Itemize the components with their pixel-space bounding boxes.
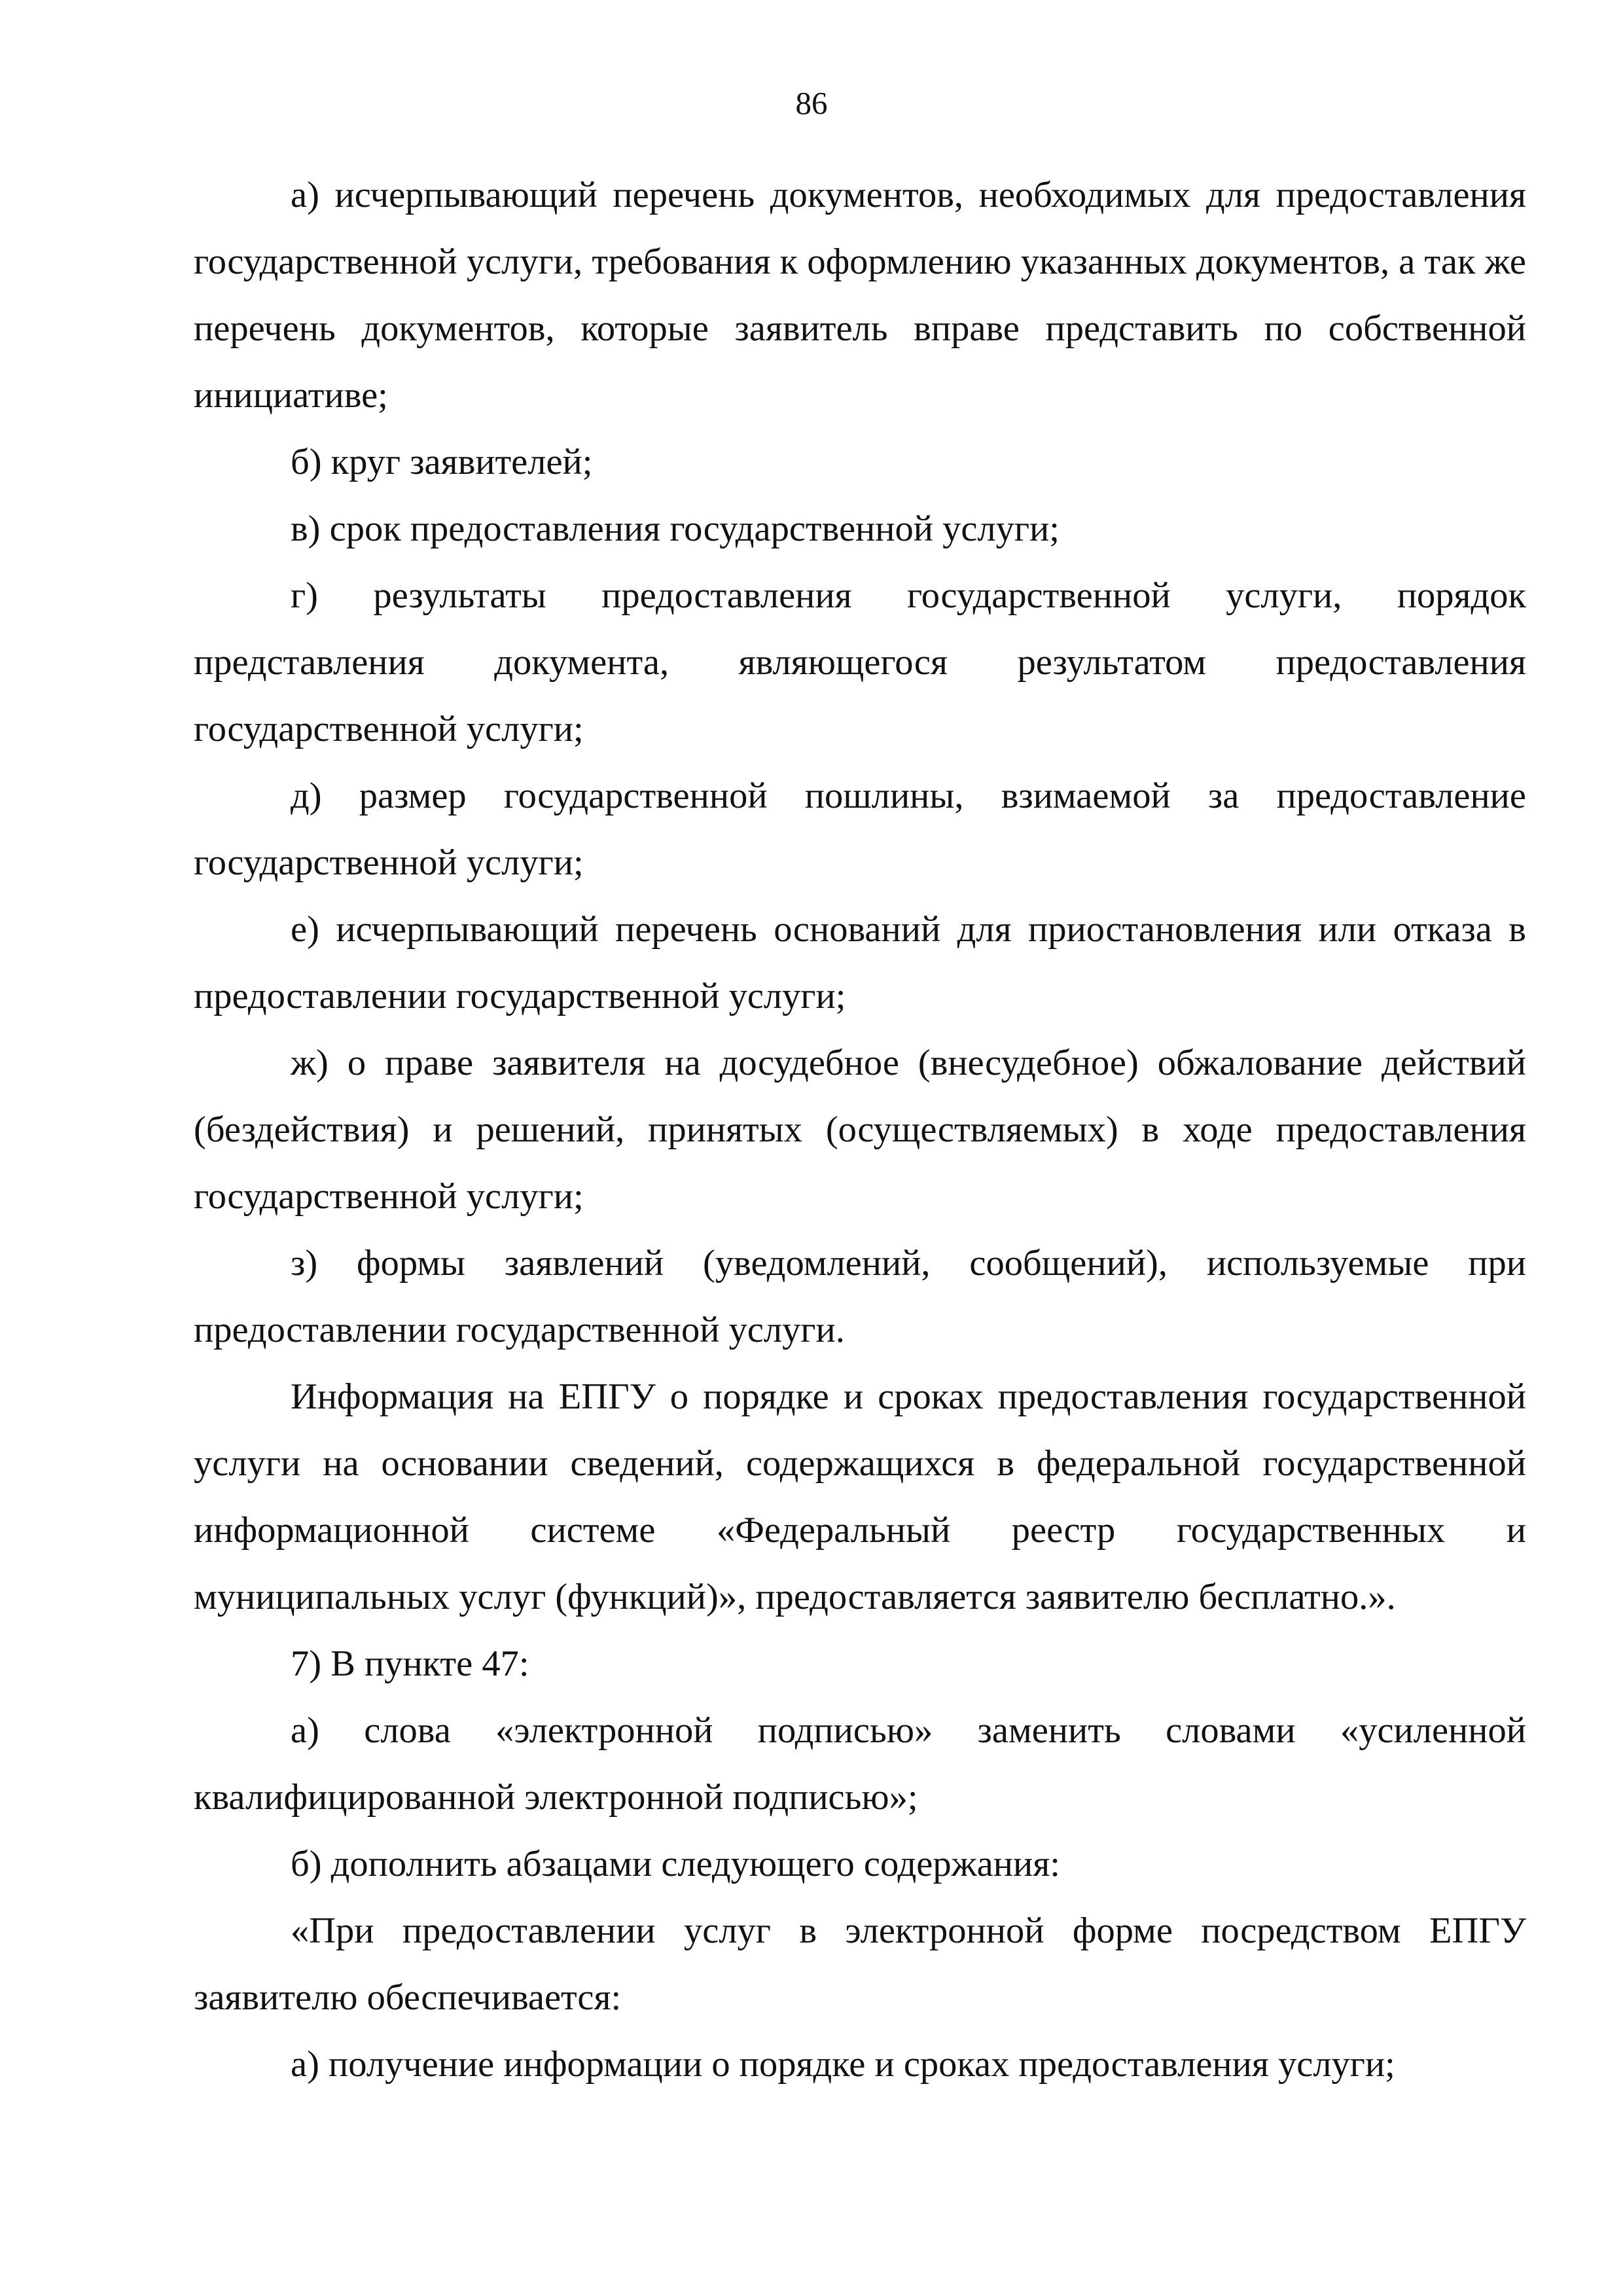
paragraph-item-7-a: а) слова «электронной подписью» заменить словами «усиленной квалифицированной электронной подписью»;: [194, 1710, 1526, 1818]
paragraph-d-fee: д) размер государственной пошлины, взимаемой за предоставление государственной услуги;: [194, 776, 1526, 883]
paragraph-v-term: в) срок предоставления государственной услуги;: [291, 509, 1060, 549]
paragraph-quote-a: а) получение информации о порядке и сроках предоставления услуги;: [291, 2044, 1395, 2085]
document-body: [194, 162, 1526, 2098]
paragraph-zh-appeal: ж) о праве заявителя на досудебное (внесудебное) обжалование действий (бездействия) и решений, принятых (осуществляемых) в ходе предоставления государственной услуги;: [194, 1043, 1526, 1217]
page-number: 86: [795, 85, 828, 121]
paragraph-z-forms: з) формы заявлений (уведомлений, сообщений), используемые при предоставлении государственной услуги.: [194, 1243, 1526, 1350]
paragraph-information: Информация на ЕПГУ о порядке и сроках предоставления государственной услуги на основании сведений, содержащихся в федеральной государственной информационной системе «Федеральный реестр государственных и муниципальных услуг (функций)», предоставляется заявителю бесплатно.».: [194, 1376, 1526, 1617]
paragraph-b-applicants: б) круг заявителей;: [291, 442, 593, 482]
paragraph-g-results: г) результаты предоставления государственной услуги, порядок представления документа, являющегося результатом предоставления государственной услуги;: [194, 575, 1526, 749]
paragraph-a-documents: а) исчерпывающий перечень документов, необходимых для предоставления государственной услуги, требования к оформлению указанных документов, а так же перечень документов, которые заявитель вправе представить по собственной инициативе;: [194, 175, 1526, 416]
paragraph-quote-start: «При предоставлении услуг в электронной форме посредством ЕПГУ заявителю обеспечивается:: [194, 1910, 1526, 2018]
paragraph-item-7: 7) В пункте 47:: [291, 1643, 529, 1684]
paragraph-item-7-b: б) дополнить абзацами следующего содержания:: [291, 1844, 1060, 1884]
paragraph-e-grounds: е) исчерпывающий перечень оснований для приостановления или отказа в предоставлении государственной услуги;: [194, 909, 1526, 1016]
